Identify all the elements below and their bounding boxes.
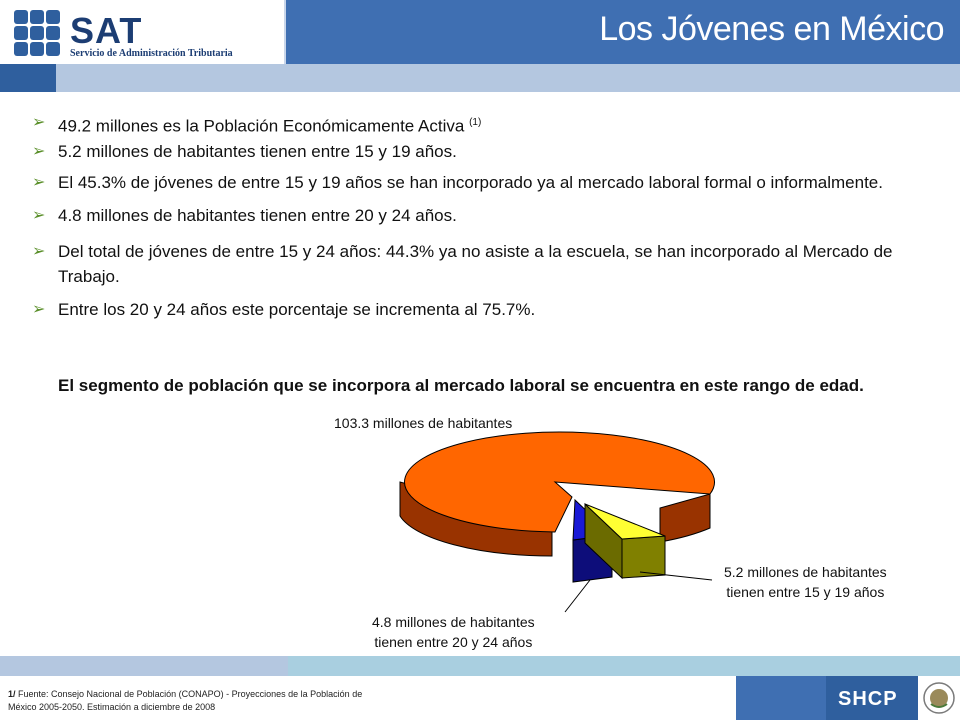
footer-band-left [0, 656, 288, 676]
arrow-bullet-icon: ➢ [32, 173, 46, 191]
sat-logo-subtitle: Servicio de Administración Tributaria [70, 48, 233, 59]
chart-label-20-24-line1: 4.8 millones de habitantes [372, 614, 535, 630]
header-band-right [434, 64, 960, 92]
bullet-text: 4.8 millones de habitantes tienen entre 20 y 24 años. [58, 205, 457, 225]
arrow-bullet-icon: ➢ [32, 114, 46, 131]
bullet-list [32, 110, 932, 322]
bullet-text: El 45.3% de jóvenes de entre 15 y 19 años se han incorporado ya al mercado laboral formal o informalmente. [58, 172, 883, 192]
bullet-item [32, 297, 932, 322]
chart-title: 103.3 millones de habitantes [334, 415, 513, 431]
header-band-accent [0, 64, 56, 92]
page-title: Los Jóvenes en México [599, 10, 944, 48]
chart-label-15-19 [724, 562, 887, 602]
header-divider [284, 0, 286, 64]
bullet-item [32, 239, 932, 289]
bullet-text: Del total de jóvenes de entre 15 y 24 años: 44.3% ya no asiste a la escuela, se han incorporado al Mercado de Trabajo. [58, 241, 893, 286]
chart-label-20-24-line2: tienen entre 20 y 24 años [374, 634, 533, 650]
bullet-item [32, 110, 932, 139]
bullet-text: 5.2 millones de habitantes tienen entre 15 y 19 años. [58, 141, 457, 161]
footer-source-note [8, 688, 388, 714]
conclusion-text: El segmento de población que se incorpora al mercado laboral se encuentra en este rango de edad. [58, 376, 864, 395]
pie-slice-15-19-side-front [622, 536, 665, 578]
sat-logo-word: SAT [70, 10, 143, 51]
arrow-bullet-icon: ➢ [32, 142, 46, 160]
bullet-item [32, 170, 932, 195]
chart-label-15-19-line2: tienen entre 15 y 19 años [726, 584, 885, 600]
shcp-logo-text: SHCP [838, 688, 898, 710]
header-band [0, 64, 434, 92]
mexico-seal-icon [918, 676, 960, 720]
pie-slice-rest-side-right [660, 494, 710, 542]
pie-chart [340, 412, 740, 642]
arrow-bullet-icon: ➢ [32, 206, 46, 224]
footnote-text: Fuente: Consejo Nacional de Población (CONAPO) - Proyecciones de la Población de México 2005-2050. Estimación a diciembre de 2008 [8, 689, 363, 712]
bullet-text: Entre los 20 y 24 años este porcentaje se incrementa al 75.7%. [58, 299, 536, 319]
chart-label-15-19-line1: 5.2 millones de habitantes [724, 564, 887, 580]
footnote-number: 1/ [8, 689, 16, 699]
arrow-bullet-icon: ➢ [32, 300, 46, 318]
sat-logo-icon [14, 10, 60, 56]
bullet-item [32, 203, 932, 228]
footer-band-right [288, 656, 960, 676]
bullet-footnote: (1) [469, 117, 482, 128]
arrow-bullet-icon: ➢ [32, 242, 46, 260]
footer-band-mid [736, 676, 826, 720]
leader-line-20-24 [565, 580, 590, 612]
bullet-item [32, 139, 932, 164]
bullet-text: 49.2 millones es la Población Económicamente Activa [58, 116, 470, 136]
chart-label-20-24 [372, 612, 535, 652]
sat-logo [0, 0, 284, 64]
